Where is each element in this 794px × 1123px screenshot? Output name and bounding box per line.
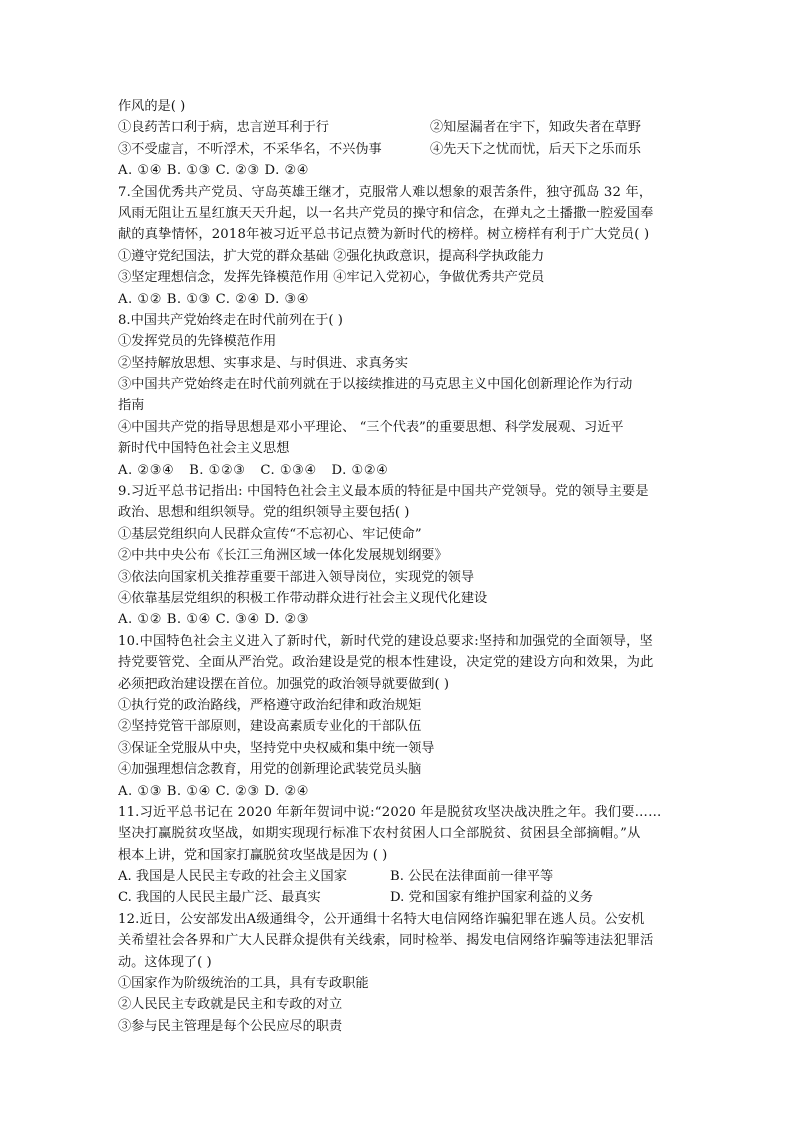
q7-answers: A. ①② B. ①③ C. ②④ D. ③④	[118, 291, 310, 307]
q7-stem-line: 风雨无阻让五星红旗天天升起，以一名共产党员的操守和信念，在弹丸之土播撒一腔爱国奉	[118, 205, 654, 221]
q8-answer-b: B. ①②③	[189, 462, 246, 478]
q6-stem: 作风的是( )	[118, 99, 186, 114]
q6-option-3: ③不受虚言，不听浮术，不采华名，不兴伪事	[118, 141, 382, 157]
q8-option-line: ②坚持解放思想、实事求是、与时俱进、求真务实	[118, 355, 409, 371]
q8-option-line: 指南	[118, 398, 145, 414]
q12-option-line: ①国家作为阶级统治的工具，具有专政职能	[118, 976, 369, 992]
q12-option-line: ③参与民主管理是每个公民应尽的职责	[118, 1018, 343, 1034]
q7-option-line: ③坚定理想信念，发挥先锋模范作用 ④牢记入党初心，争做优秀共产党员	[118, 270, 545, 286]
q12-option-line: ②人民民主专政就是民主和专政的对立	[118, 997, 343, 1013]
q9-stem-line: 政治、思想和组织领导。党的组织领导主要包括( )	[118, 505, 410, 521]
q10-stem-line: 10.中国特色社会主义进入了新时代，新时代党的建设总要求:坚持和加强党的全面领导，坚	[118, 633, 653, 649]
q9-answers: A. ①② B. ①④ C. ③④ D. ②③	[118, 612, 310, 628]
q10-option-line: ④加强理想信念教育，用党的创新理论武装党员头脑	[118, 762, 422, 778]
q11-option-b: B. 公民在法律面前一律平等	[390, 869, 554, 885]
q10-option-line: ③保证全党服从中央，坚持党中央权威和集中统一领导	[118, 740, 435, 756]
q9-stem-line: 9.习近平总书记指出: 中国特色社会主义最本质的特征是中国共产党领导。党的领导主要是	[118, 484, 649, 500]
q10-option-line: ②坚持党管干部原则，建设高素质专业化的干部队伍	[118, 719, 422, 735]
q11-stem-line: 11.习近平总书记在 2020 年新年贺词中说:“2020 年是脱贫攻坚决战决胜之年。我们要……	[118, 804, 662, 820]
q8-answers	[118, 460, 678, 481]
q9-option-line: ④依靠基层党组织的积极工作带动群众进行社会主义现代化建设	[118, 590, 488, 606]
q10-stem-line: 持党要管党、全面从严治党。政治建设是党的根本性建设，决定党的建设方向和效果，为此	[118, 655, 654, 671]
q11-option-c: C. 我国的人民民主最广泛、最真实	[118, 890, 321, 906]
q9-option-line: ①基层党组织向人民群众宣传“不忘初心、牢记使命”	[118, 526, 422, 542]
q11-option-row	[118, 887, 678, 908]
q7-stem-line: 7.全国优秀共产党员、守岛英雄王继才，克服常人难以想象的艰苦条件，独守孤岛 32 年，	[118, 184, 653, 200]
q7-stem-line: 献的真挚情怀，2018年被习近平总书记点赞为新时代的榜样。树立榜样有利于广大党员( )	[118, 227, 650, 243]
q11-option-row	[118, 866, 678, 887]
q8-stem: 8.中国共产党始终走在时代前列在于( )	[118, 312, 343, 328]
q6-option-row	[118, 117, 678, 138]
q12-stem-line: 关希望社会各界和广大人民群众提供有关线索，同时检举、揭发电信网络诈骗等违法犯罪活	[118, 933, 654, 949]
q11-stem-line: 根本上讲，党和国家打赢脱贫攻坚战是因为 ( )	[118, 847, 388, 863]
q7-option-line: ①遵守党纪国法，扩大党的群众基础 ②强化执政意识，提高科学执政能力	[118, 248, 545, 264]
q6-answers: A. ①④ B. ①③ C. ②③ D. ②④	[118, 163, 310, 179]
q8-answer-c: C. ①③④	[260, 462, 317, 478]
q8-option-line: ①发挥党员的先锋模范作用	[118, 334, 277, 350]
q11-stem-line: 坚决打赢脱贫攻坚战，如期实现现行标准下农村贫困人口全部脱贫、贫困县全部摘帽。”从	[118, 826, 641, 842]
q10-answers: A. ①③ B. ①④ C. ②③ D. ②④	[118, 783, 310, 799]
q8-option-line: ④中国共产党的指导思想是邓小平理论、 “三个代表”的重要思想、科学发展观、习近平	[118, 419, 624, 435]
q8-answer-a: A. ②③④	[118, 462, 175, 478]
q10-option-line: ①执行党的政治路线，严格遵守政治纪律和政治规矩	[118, 697, 422, 713]
q8-answer-d: D. ①②④	[331, 462, 389, 478]
q12-stem-line: 12.近日，公安部发出A级通缉令，公开通缉十名特大电信网络诈骗犯罪在逃人员。公安机	[118, 911, 645, 927]
q11-option-d: D. 党和国家有维护国家利益的义务	[390, 890, 594, 906]
q6-option-1: ①良药苦口利于病，忠言逆耳利于行	[118, 120, 329, 136]
q8-option-line: 新时代中国特色社会主义思想	[118, 441, 290, 457]
q9-option-line: ③依法向国家机关推荐重要干部进入领导岗位，实现党的领导	[118, 569, 475, 585]
q6-option-4: ④先天下之忧而忧，后天下之乐而乐	[430, 141, 641, 157]
q11-option-a: A. 我国是人民民主专政的社会主义国家	[118, 869, 347, 885]
q12-stem-line: 动。这体现了( )	[118, 954, 212, 970]
exam-page	[118, 96, 678, 1037]
q9-option-line: ②中共中央公布《长江三角洲区域一体化发展规划纲要》	[118, 548, 448, 564]
q6-option-row	[118, 139, 678, 160]
q10-stem-line: 必须把政治建设摆在首位。加强党的政治领导就要做到( )	[118, 676, 449, 692]
q6-option-2: ②知屋漏者在宇下，知政失者在草野	[430, 120, 641, 136]
q8-option-line: ③中国共产党始终走在时代前列就在于以接续推进的马克思主义中国化创新理论作为行动	[118, 377, 633, 393]
